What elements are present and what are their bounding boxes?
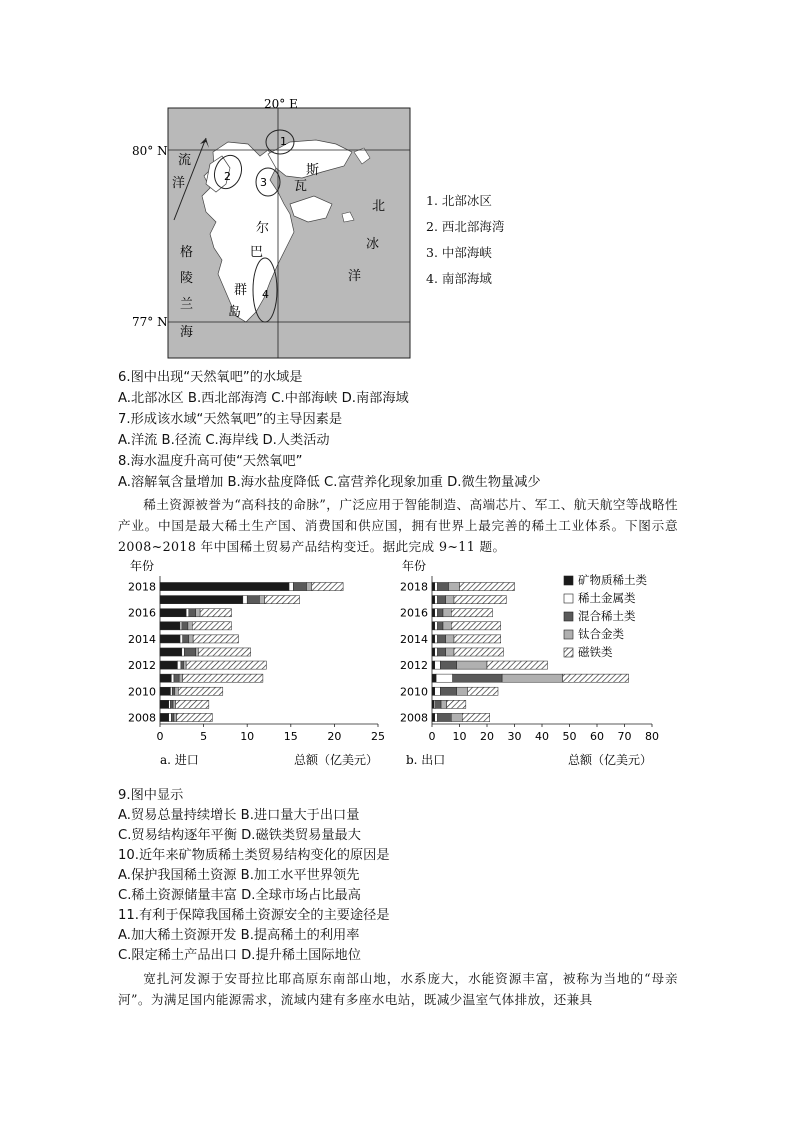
bar-segment bbox=[189, 609, 196, 617]
bar-segment bbox=[160, 674, 171, 682]
y-tick-label: 2014 bbox=[400, 632, 428, 646]
bar-segment bbox=[457, 687, 468, 695]
bar-segment bbox=[446, 635, 454, 643]
bar-segment bbox=[438, 635, 446, 643]
passage-kwanza bbox=[118, 968, 678, 1010]
x-tick-label: 0 bbox=[428, 730, 436, 743]
bar-segment bbox=[460, 582, 515, 590]
bar-segment bbox=[186, 609, 189, 617]
bar-segment bbox=[160, 661, 177, 669]
bar-segment bbox=[160, 609, 186, 617]
question-10-options-1: A.保护我国稀土资源 B.加工水平世界领先 bbox=[118, 868, 360, 883]
bar-segment bbox=[160, 596, 243, 604]
bar-segment bbox=[502, 674, 563, 682]
island-label-2: 尔 bbox=[256, 221, 270, 236]
bar-segment bbox=[435, 596, 438, 604]
bar-segment bbox=[306, 582, 311, 590]
y-tick-label: 2016 bbox=[128, 606, 156, 620]
sea-label-3: 海 bbox=[180, 325, 194, 340]
question-11-stem: 11.有利于保障我国稀土资源安全的主要途径是 bbox=[118, 908, 390, 923]
bar-segment bbox=[176, 700, 209, 708]
bar-segment bbox=[169, 700, 171, 708]
bar-segment bbox=[468, 687, 498, 695]
bar-segment bbox=[170, 687, 172, 695]
island-label-5: 岛 bbox=[228, 305, 242, 320]
current-label-1: 洋 bbox=[172, 176, 186, 191]
question-7-options: A.洋流 B.径流 C.海岸线 D.人类活动 bbox=[118, 433, 330, 448]
y-tick-label: 2010 bbox=[128, 685, 156, 699]
x-tick-label: 10 bbox=[452, 730, 467, 743]
bar-segment bbox=[432, 596, 435, 604]
map-legend-item: 2. 西北部海湾 bbox=[426, 219, 505, 234]
x-tick-label: 15 bbox=[283, 730, 298, 743]
chart-title: b. 出口 bbox=[406, 753, 446, 767]
passage-1-text: 稀土资源被誉为“高科技的命脉”，广泛应用于智能制造、高端芯片、军工、航天航空等战略性产业。中国是最大稀土生产国、消费国和供应国，拥有世界上最完善的稀土工业体系。下图示意 2008~2018 年中国稀土贸易产品结构变迁。据此完成 9~11 题。 bbox=[118, 497, 678, 554]
y-tick-label: 2012 bbox=[128, 659, 156, 673]
bar-segment bbox=[432, 622, 435, 630]
bar-segment bbox=[170, 700, 173, 708]
bar-segment bbox=[451, 713, 462, 721]
bar-segment bbox=[180, 622, 182, 630]
bar-segment bbox=[174, 674, 179, 682]
bar-segment bbox=[438, 713, 452, 721]
passage-rare-earth bbox=[118, 494, 678, 557]
bar-segment bbox=[160, 687, 170, 695]
bar-segment bbox=[172, 687, 175, 695]
bar-segment bbox=[435, 582, 438, 590]
legend-label: 钛合金类 bbox=[578, 627, 624, 641]
bar-segment bbox=[193, 635, 238, 643]
bar-segment bbox=[435, 713, 438, 721]
bar-segment bbox=[435, 622, 438, 630]
legend-swatch bbox=[564, 630, 573, 639]
legend-swatch bbox=[564, 648, 573, 657]
y-tick-label: 2008 bbox=[128, 711, 156, 725]
legend-label: 混合稀土类 bbox=[578, 609, 636, 623]
bar-segment bbox=[198, 648, 250, 656]
y-axis-label: 年份 bbox=[402, 559, 427, 573]
sea-label-2: 兰 bbox=[180, 297, 194, 312]
bar-segment bbox=[189, 635, 193, 643]
bar-segment bbox=[160, 700, 169, 708]
question-9-options-1: A.贸易总量持续增长 B.进口量大于出口量 bbox=[118, 808, 360, 823]
legend-swatch bbox=[564, 576, 573, 585]
question-10-stem: 10.近年来矿物质稀土类贸易结构变化的原因是 bbox=[118, 848, 390, 863]
bar-segment bbox=[432, 582, 435, 590]
bar-segment bbox=[451, 622, 501, 630]
bar-segment bbox=[447, 700, 466, 708]
bar-segment bbox=[160, 622, 180, 630]
sea-label-1: 陵 bbox=[180, 271, 194, 286]
map-legend-item: 3. 中部海峡 bbox=[426, 245, 492, 260]
bar-segment bbox=[453, 674, 503, 682]
x-tick-label: 0 bbox=[156, 730, 164, 743]
bar-segment bbox=[443, 622, 451, 630]
ocean-label-2: 洋 bbox=[348, 269, 362, 284]
bar-segment bbox=[435, 609, 438, 617]
bar-segment bbox=[438, 582, 449, 590]
bar-segment bbox=[432, 648, 435, 656]
legend-label: 矿物质稀土类 bbox=[578, 573, 647, 587]
x-tick-label: 20 bbox=[327, 730, 342, 743]
y-axis-label: 年份 bbox=[130, 559, 155, 573]
bar-segment bbox=[457, 661, 487, 669]
bar-segment bbox=[436, 700, 442, 708]
map-legend-item: 4. 南部海域 bbox=[426, 271, 492, 286]
bar-segment bbox=[441, 700, 447, 708]
map-legend bbox=[426, 188, 504, 292]
bar-segment bbox=[289, 582, 293, 590]
bar-segment bbox=[432, 674, 436, 682]
question-10-options-2: C.稀土资源储量丰富 D.全球市场占比最高 bbox=[118, 888, 361, 903]
x-tick-label: 50 bbox=[562, 730, 577, 743]
bar-segment bbox=[175, 687, 178, 695]
question-6-stem: 6.图中出现“天然氧吧”的水域是 bbox=[118, 370, 303, 385]
map-legend-item: 1. 北部冰区 bbox=[426, 193, 492, 208]
bar-segment bbox=[432, 713, 435, 721]
bar-segment bbox=[432, 687, 435, 695]
question-9-stem: 9.图中显示 bbox=[118, 788, 184, 803]
legend-swatch bbox=[564, 594, 573, 603]
export-chart bbox=[392, 558, 668, 776]
island-label-4: 群 bbox=[234, 283, 248, 298]
x-tick-label: 5 bbox=[200, 730, 208, 743]
zone-4-label: 4 bbox=[262, 288, 269, 301]
bar-segment bbox=[435, 635, 438, 643]
bar-segment bbox=[173, 700, 176, 708]
bar-segment bbox=[182, 622, 188, 630]
y-tick-label: 2014 bbox=[128, 632, 156, 646]
x-tick-label: 20 bbox=[480, 730, 494, 743]
bar-segment bbox=[180, 635, 183, 643]
bar-segment bbox=[243, 596, 247, 604]
bar-segment bbox=[487, 661, 548, 669]
x-tick-label: 60 bbox=[590, 730, 604, 743]
bar-segment bbox=[181, 661, 184, 669]
bar-segment bbox=[432, 609, 435, 617]
x-tick-label: 25 bbox=[371, 730, 385, 743]
bar-segment bbox=[196, 609, 200, 617]
import-chart bbox=[118, 558, 390, 776]
bar-segment bbox=[184, 648, 195, 656]
bar-segment bbox=[265, 596, 300, 604]
y-tick-label: 2010 bbox=[400, 685, 428, 699]
x-axis-label: 总额（亿美元） bbox=[293, 753, 378, 767]
bar-segment bbox=[174, 713, 177, 721]
zone-3-label: 3 bbox=[260, 176, 267, 189]
bar-segment bbox=[186, 661, 266, 669]
legend-swatch bbox=[564, 612, 573, 621]
bar-segment bbox=[178, 687, 222, 695]
bar-segment bbox=[184, 661, 187, 669]
bar-segment bbox=[432, 700, 434, 708]
bar-segment bbox=[182, 648, 185, 656]
legend-label: 稀土金属类 bbox=[578, 591, 636, 605]
svalbard-map bbox=[118, 92, 418, 362]
ocean-label-1: 冰 bbox=[366, 237, 380, 252]
x-tick-label: 10 bbox=[240, 730, 255, 743]
island-label-1: 瓦 bbox=[294, 179, 308, 194]
bar-segment bbox=[177, 661, 180, 669]
bar-segment bbox=[440, 661, 457, 669]
bar-segment bbox=[293, 582, 306, 590]
passage-2-text: 宽扎河发源于安哥拉比耶高原东南部山地，水系庞大，水能资源丰富，被称为当地的“母亲河”。为满足国内能源需求，流域内建有多座水电站，既减少温室气体排放，还兼具 bbox=[118, 971, 678, 1007]
bar-segment bbox=[312, 582, 343, 590]
bar-segment bbox=[435, 648, 438, 656]
bar-segment bbox=[435, 661, 441, 669]
bar-segment bbox=[438, 622, 444, 630]
bar-segment bbox=[188, 622, 192, 630]
chart-title: a. 进口 bbox=[160, 753, 199, 767]
sea-label-0: 格 bbox=[180, 245, 194, 260]
zone-2-label: 2 bbox=[224, 170, 231, 183]
bar-segment bbox=[438, 609, 444, 617]
bar-segment bbox=[171, 674, 174, 682]
bar-segment bbox=[454, 635, 501, 643]
question-9-options-2: C.贸易结构逐年平衡 D.磁铁类贸易量最大 bbox=[118, 828, 361, 843]
bar-segment bbox=[179, 674, 182, 682]
bar-segment bbox=[192, 622, 231, 630]
bar-segment bbox=[462, 713, 490, 721]
bar-segment bbox=[438, 648, 446, 656]
bar-segment bbox=[432, 661, 435, 669]
zone-1-label: 1 bbox=[280, 135, 287, 148]
bar-segment bbox=[435, 687, 441, 695]
bar-segment bbox=[563, 674, 629, 682]
bar-segment bbox=[454, 648, 504, 656]
bar-segment bbox=[443, 609, 451, 617]
bar-segment bbox=[196, 648, 199, 656]
x-tick-label: 30 bbox=[507, 730, 522, 743]
bar-segment bbox=[454, 596, 506, 604]
bar-segment bbox=[160, 635, 180, 643]
current-label-0: 流 bbox=[178, 153, 192, 168]
bar-segment bbox=[438, 596, 446, 604]
question-11-options-2: C.限定稀土产品出口 D.提升稀土国际地位 bbox=[118, 948, 361, 963]
bar-segment bbox=[169, 713, 172, 721]
bar-segment bbox=[451, 609, 492, 617]
island-label-3: 巴 bbox=[250, 245, 264, 260]
bar-segment bbox=[436, 674, 453, 682]
lat-top-label: 80° N bbox=[132, 144, 168, 158]
question-8-options: A.溶解氧含量增加 B.海水盐度降低 C.富营养化现象加重 D.微生物量减少 bbox=[118, 475, 541, 490]
bar-segment bbox=[259, 596, 264, 604]
lat-bottom-label: 77° N bbox=[132, 315, 168, 329]
bar-segment bbox=[440, 687, 457, 695]
bar-segment bbox=[171, 713, 174, 721]
x-tick-label: 70 bbox=[617, 730, 632, 743]
bar-segment bbox=[160, 582, 289, 590]
question-7-stem: 7.形成该水域“天然氧吧”的主导因素是 bbox=[118, 412, 343, 427]
bar-segment bbox=[160, 713, 169, 721]
bar-segment bbox=[200, 609, 231, 617]
bar-segment bbox=[177, 713, 213, 721]
legend-label: 磁铁类 bbox=[578, 645, 613, 659]
bar-segment bbox=[432, 635, 435, 643]
y-tick-label: 2016 bbox=[400, 606, 428, 620]
x-tick-label: 80 bbox=[645, 730, 659, 743]
x-axis-label: 总额（亿美元） bbox=[567, 753, 652, 767]
question-11-options-1: A.加大稀土资源开发 B.提高稀土的利用率 bbox=[118, 928, 360, 943]
bar-segment bbox=[183, 635, 189, 643]
bar-segment bbox=[247, 596, 259, 604]
y-tick-label: 2012 bbox=[400, 659, 428, 673]
island-label-0: 斯 bbox=[306, 163, 320, 178]
question-6-options: A.北部冰区 B.西北部海湾 C.中部海峡 D.南部海域 bbox=[118, 391, 409, 406]
ocean-label-0: 北 bbox=[372, 199, 386, 214]
y-tick-label: 2018 bbox=[128, 580, 156, 594]
x-tick-label: 40 bbox=[535, 730, 549, 743]
bar-segment bbox=[446, 596, 454, 604]
lon-label: 20° E bbox=[264, 97, 298, 111]
question-8-stem: 8.海水温度升高可使“天然氧吧” bbox=[118, 454, 303, 469]
bar-segment bbox=[160, 648, 182, 656]
y-tick-label: 2008 bbox=[400, 711, 428, 725]
bar-segment bbox=[183, 674, 263, 682]
bar-segment bbox=[449, 582, 460, 590]
bar-segment bbox=[446, 648, 454, 656]
y-tick-label: 2018 bbox=[400, 580, 428, 594]
